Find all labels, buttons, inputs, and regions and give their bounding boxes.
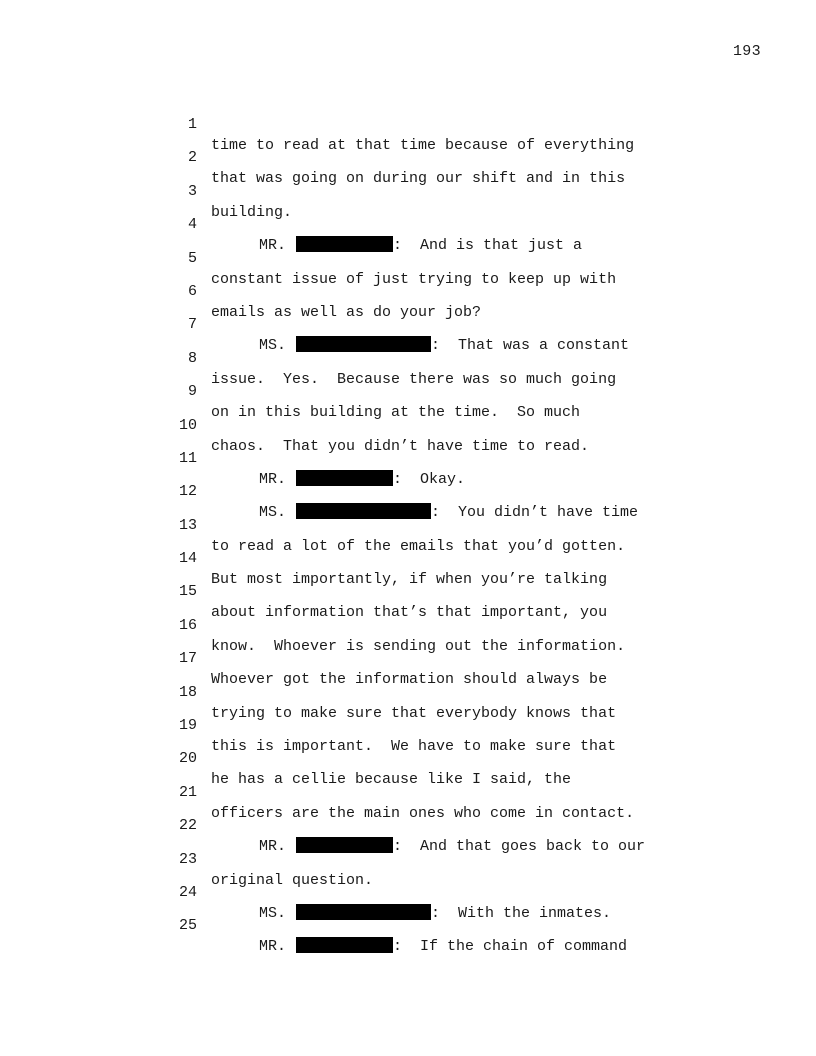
- transcript-line: [0, 460, 816, 522]
- redaction-bar: [296, 937, 393, 953]
- line-text: about information that’s that important, you: [211, 604, 608, 622]
- transcript-line: [0, 260, 816, 321]
- line-number: 22: [178, 817, 197, 835]
- transcript-line: [0, 761, 816, 822]
- transcript-line: [0, 661, 816, 722]
- line-number: 9: [187, 383, 197, 401]
- line-number: 8: [187, 349, 197, 367]
- transcript-line: [0, 560, 816, 622]
- transcript-line: [0, 861, 816, 922]
- line-text: constant issue of just trying to keep up with: [211, 270, 617, 288]
- transcript-line: [0, 894, 816, 956]
- line-text: issue. Yes. Because there was so much going: [211, 370, 617, 388]
- transcript-line: [0, 160, 816, 221]
- line-number: 18: [178, 683, 197, 701]
- line-text: trying to make sure that everybody knows that: [211, 704, 617, 722]
- transcript-line: [0, 727, 816, 789]
- line-text: : Okay.: [393, 470, 466, 488]
- line-text: chaos. That you didn’t have time to read.: [211, 437, 590, 455]
- transcript-line: [0, 126, 816, 188]
- line-number: 17: [178, 650, 197, 668]
- transcript-line: [0, 394, 816, 455]
- transcript-line: [0, 527, 816, 589]
- speaker-title: MR.: [259, 838, 287, 856]
- transcript-line: [0, 627, 816, 689]
- line-text: : With the inmates.: [431, 904, 612, 922]
- line-number: 23: [178, 850, 197, 868]
- transcript-line: [0, 227, 816, 288]
- transcript-line: [0, 293, 816, 355]
- line-text: : And that goes back to our: [393, 838, 646, 856]
- speaker-title: MS.: [259, 337, 287, 355]
- line-number: 10: [178, 416, 197, 434]
- line-text: But most importantly, if when you’re talking: [211, 571, 608, 589]
- line-text: Whoever got the information should always be: [211, 671, 608, 689]
- line-text: that was going on during our shift and in this: [211, 170, 626, 188]
- transcript-line: [0, 327, 816, 388]
- speaker-title: MR.: [259, 237, 287, 255]
- line-text: : You didn’t have time: [431, 504, 639, 522]
- line-number: 4: [187, 216, 197, 234]
- line-number: 3: [187, 182, 197, 200]
- line-text: : That was a constant: [431, 337, 630, 355]
- line-text: this is important. We have to make sure that: [211, 738, 617, 756]
- transcript-line: [0, 427, 816, 488]
- transcript-line: [0, 828, 816, 889]
- transcript-line: [0, 360, 816, 422]
- line-number: 24: [178, 883, 197, 901]
- transcript-line: [0, 794, 816, 856]
- speaker-title: MR.: [259, 938, 287, 956]
- line-text: know. Whoever is sending out the information.: [211, 637, 626, 655]
- line-text: emails as well as do your job?: [211, 303, 482, 321]
- speaker-title: MR.: [259, 470, 287, 488]
- line-text: officers are the main ones who come in contact.: [211, 804, 635, 822]
- line-number: 13: [178, 516, 197, 534]
- line-text: time to read at that time because of everything: [211, 137, 635, 154]
- line-number: 6: [187, 282, 197, 300]
- line-number: 19: [178, 717, 197, 735]
- transcript-lines: [0, 93, 816, 956]
- transcript-line: [0, 694, 816, 756]
- line-number: 16: [178, 616, 197, 634]
- line-number: 2: [187, 149, 197, 167]
- speaker-line: [259, 936, 627, 957]
- line-text: original question.: [211, 871, 374, 889]
- speaker-title: MS.: [259, 504, 287, 522]
- line-text: to read a lot of the emails that you’d gotten.: [211, 537, 626, 555]
- line-number: 20: [178, 750, 197, 768]
- line-number: 7: [187, 316, 197, 334]
- speaker-title: MS.: [259, 904, 287, 922]
- line-number: 14: [178, 550, 197, 568]
- line-number: 11: [178, 449, 197, 467]
- line-text: on in this building at the time. So much: [211, 404, 581, 422]
- line-text: he has a cellie because like I said, the: [211, 771, 572, 789]
- transcript-line: [0, 594, 816, 655]
- line-text: : And is that just a: [393, 237, 583, 255]
- transcript-line: [0, 93, 816, 154]
- page-number: 193: [733, 43, 761, 60]
- line-text: building.: [211, 203, 293, 221]
- line-text: : If the chain of command: [393, 938, 628, 956]
- line-number: 21: [178, 783, 197, 801]
- line-number: 12: [178, 483, 197, 501]
- transcript-line: [0, 193, 816, 255]
- line-number: 1: [187, 116, 197, 133]
- line-number: 5: [187, 249, 197, 267]
- line-number: 25: [178, 917, 197, 935]
- transcript-line: [0, 494, 816, 555]
- line-number: 15: [178, 583, 197, 601]
